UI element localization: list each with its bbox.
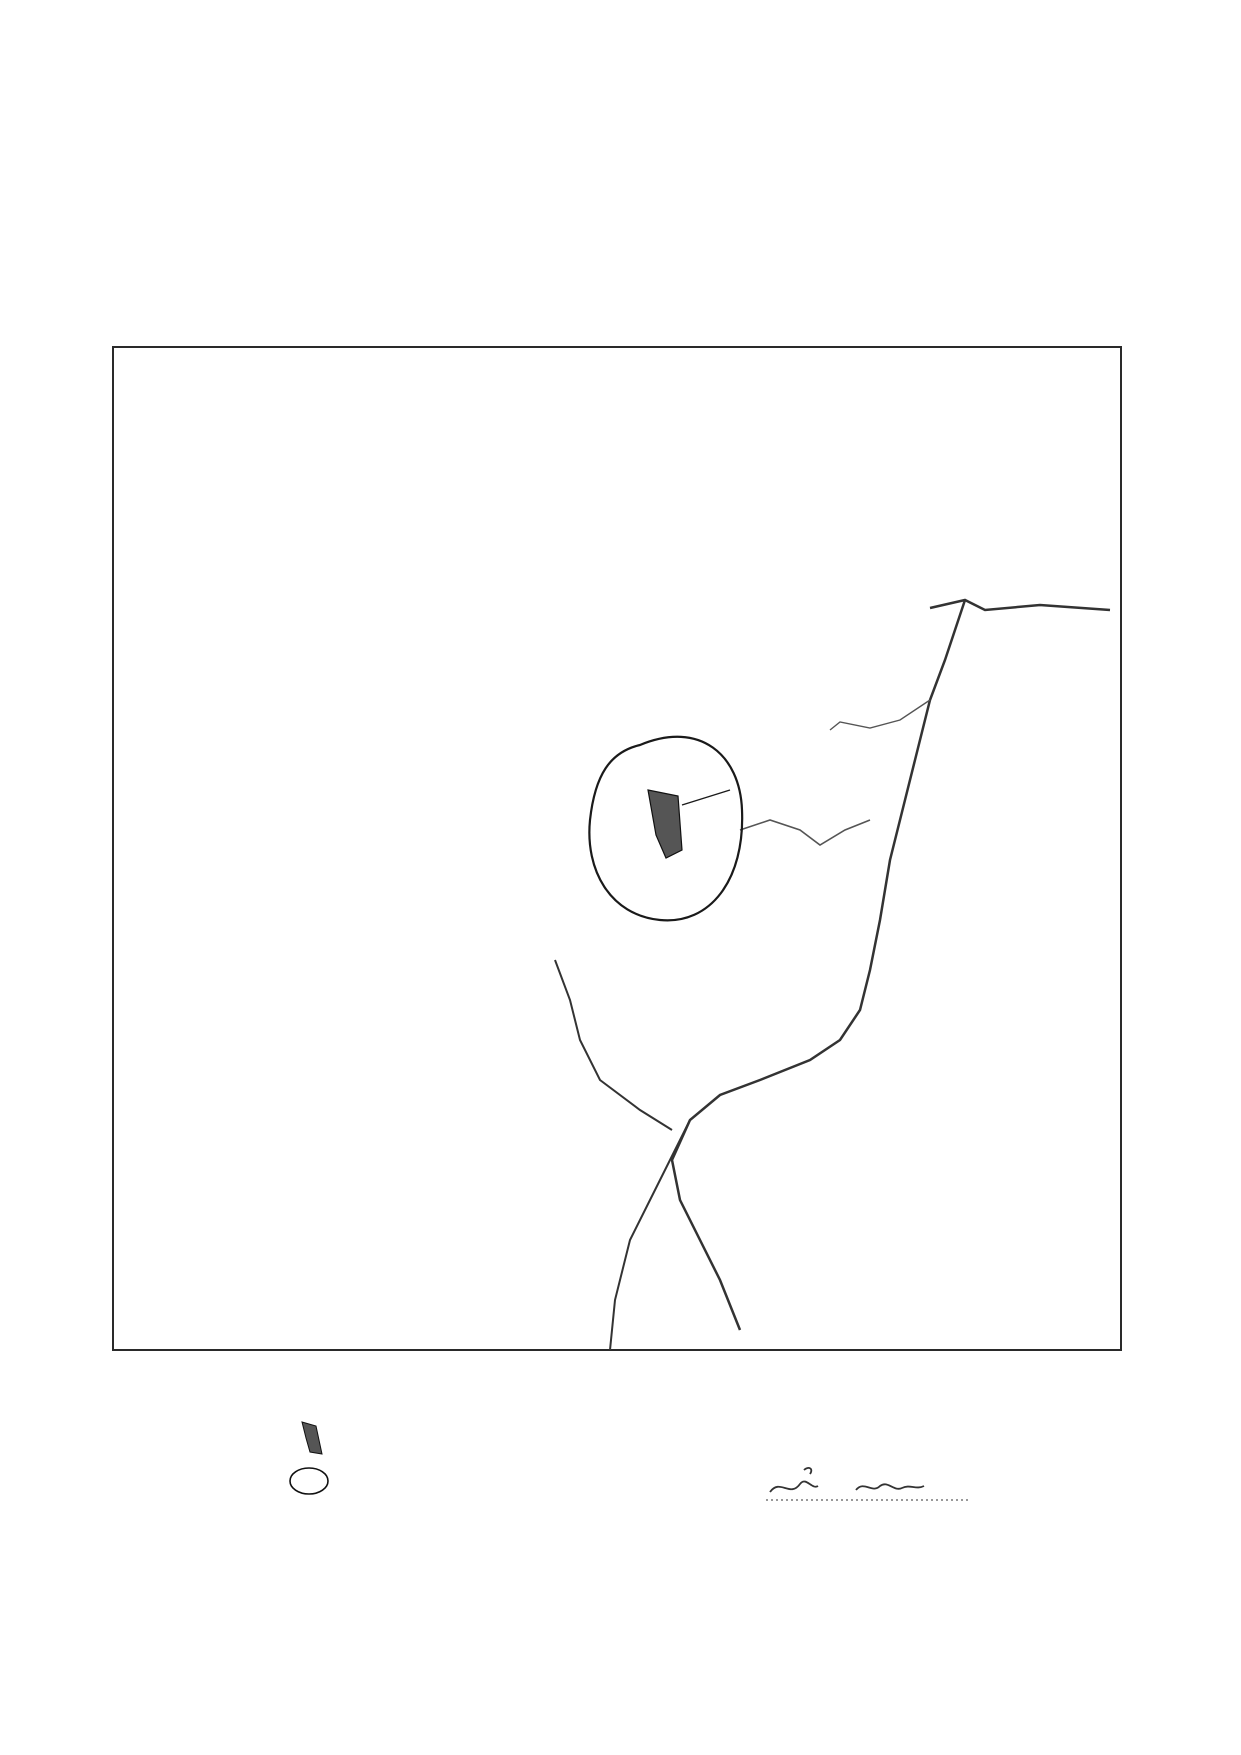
legend-circle-icon — [286, 1464, 332, 1498]
road-south — [610, 1120, 690, 1350]
stream-small — [830, 700, 930, 730]
handwritten-signature — [760, 1450, 980, 1510]
main-road — [672, 600, 965, 1330]
legend-fill-icon — [296, 1418, 326, 1458]
road-west — [555, 960, 672, 1130]
radius-pointer-line — [682, 790, 730, 805]
stream-east — [740, 820, 870, 845]
source-note — [74, 1370, 86, 1392]
concession-area-polygon — [648, 790, 682, 858]
map-frame — [113, 347, 1121, 1350]
road-north-east — [930, 600, 1110, 610]
